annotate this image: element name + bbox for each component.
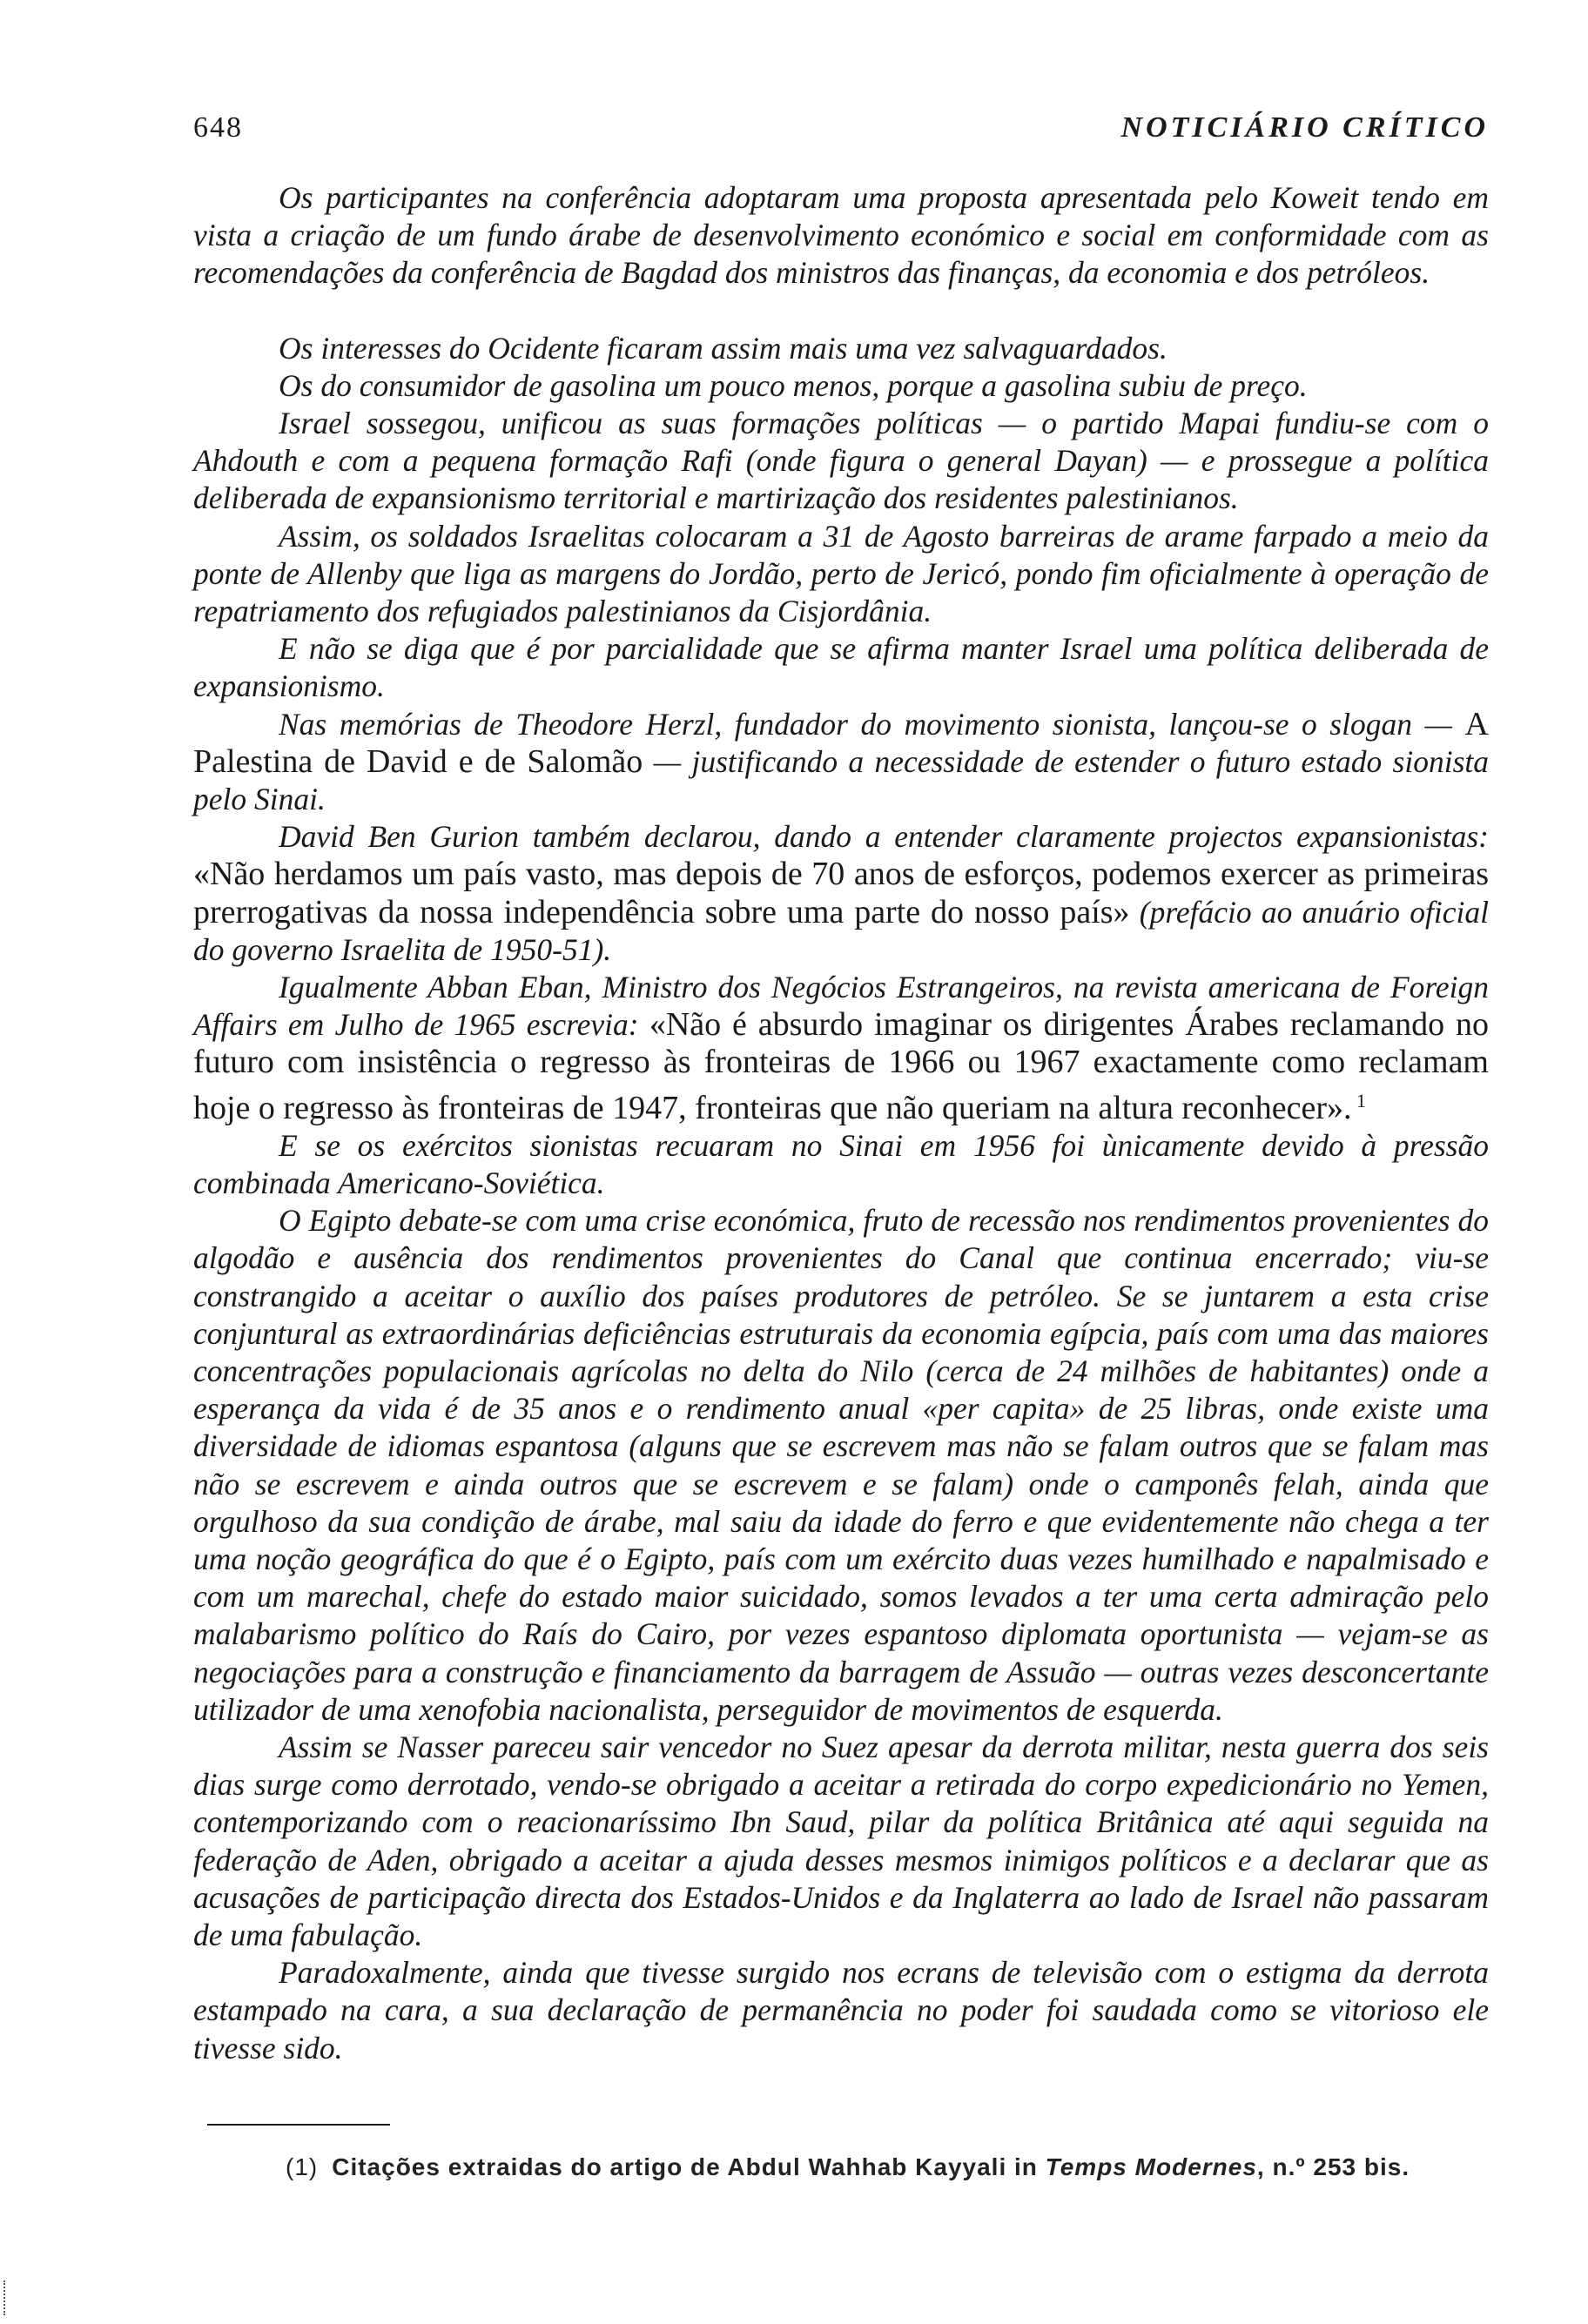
paragraph [193, 1127, 1489, 1202]
italic-text: Os do consumidor de gasolina um pouco menos, porque a gasolina subiu de preço. [279, 367, 1308, 403]
footnote-reference: 1 [1351, 1089, 1367, 1112]
italic-text: (prefácio ao anuário oficial do governo Israelita de 1950-51). [193, 894, 1490, 967]
scan-mark [3, 2280, 10, 2315]
italic-text: Paradoxalmente, ainda que tivesse surgido nos ecrans de televisão com o estigma da derrota estampado na cara, a sua declaração de permanência no poder foi saudada como se vitorioso ele tivesse sido. [193, 1955, 1489, 2065]
italic-text: Nas memórias de Theodore Herzl, fundador do movimento sionista, lançou-se o slogan — [279, 706, 1465, 742]
page-number: 648 [193, 111, 243, 144]
italic-text: O Egipto debate-se com uma crise económica, fruto de recessão nos rendimentos provenientes do algodão e ausência dos rendimentos provenientes do Canal que continua encerrado; viu-se constrangido a aceitar o auxílio dos países produtores de petróleo. Se se juntarem a esta crise conjuntural as extraordinárias deficiências estruturais da economia egípcia, país com uma das maiores concentrações populacionais agrícolas no delta do Nilo (cerca de 24 milhões de habitantes) onde a esperança da vida é de 35 anos e o rendimento anual «per capita» de 25 libras, onde existe uma diversidade de idiomas espantosa (alguns que se escrevem mas não se falam outros que se falam mas não se escrevem e ainda outros que se escrevem e se falam) onde o camponês felah, ainda que orgulhoso da sua condição de árabe, mal saiu da idade do ferro e que evidentemente não chega a ter uma noção geográfica do que é o Egipto, país com um exército duas vezes humilhado e napalmisado e com um marechal, chefe do estado maior suicidado, somos levados a ter uma certa admiração pelo malabarismo político do Raís do Cairo, por vezes espantoso diplomata oportunista — vejam-se as negociações para a construção e financiamento da barragem de Assuão — outras vezes desconcertante utilizador de uma xenofobia nacionalista, perseguidor de movimentos de esquerda. [193, 1203, 1489, 1727]
paragraph [193, 405, 1489, 518]
paragraph [193, 367, 1489, 405]
paragraph [193, 179, 1489, 292]
italic-text: Os participantes na conferência adoptaram uma proposta apresentada pelo Koweit tendo em vista a criação de um fundo árabe de desenvolvimento económico e social em conformidade com as recomendações da conferência de Bagdad dos ministros das finanças, da economia e dos petróleos. [193, 180, 1489, 291]
italic-text: Israel sossegou, unificou as suas formações políticas — o partido Mapai fundiu-se com o Ahdouth e com a pequena formação Rafi (onde figura o general Dayan) — e prossegue a política deliberada de expansionismo territorial e martirização dos residentes palestinianos. [193, 406, 1489, 516]
paragraph [193, 706, 1489, 819]
footnote-book-title: Temps Modernes [1045, 2153, 1257, 2180]
paragraph [193, 818, 1489, 969]
paragraph [193, 518, 1489, 631]
italic-text: Assim se Nasser pareceu sair vencedor no Suez apesar da derrota militar, nesta guerra dos seis dias surge como derrotado, vendo-se obrigado a aceitar a retirada do corpo expedicionário no Yemen, contemporizando com o reacionaríssimo Ibn Saud, pilar da política Britânica até aqui seguida na federação de Aden, obrigado a aceitar a ajuda desses mesmos inimigos políticos e a declarar que as acusações de participação directa dos Estados-Unidos e da Inglaterra ao lado de Israel não passaram de uma fabulação. [193, 1729, 1489, 1952]
italic-text: — justificando a necessidade de estender o futuro estado sionista pelo Sinai. [193, 743, 1490, 817]
italic-text: Assim, os soldados Israelitas colocaram a 31 de Agosto barreiras de arame farpado a meio da ponte de Allenby que liga as margens do Jordão, perto de Jericó, pondo fim oficialmente à operação de repatriamento dos refugiados palestinianos da Cisjordânia. [193, 518, 1489, 629]
article-body [193, 179, 1489, 2067]
footnote [286, 2153, 1489, 2181]
footnote-rule [207, 2124, 390, 2126]
footnote-text-end: , n.º 253 bis. [1256, 2153, 1410, 2180]
running-title: NOTICIÁRIO CRÍTICO [1120, 111, 1489, 144]
paragraph [193, 330, 1489, 367]
roman-text: A Palestina de David e de Salomão [193, 705, 1489, 780]
footnote-marker: (1) [286, 2153, 319, 2180]
paragraph [193, 969, 1489, 1127]
paragraph [193, 630, 1489, 705]
italic-text: Os interesses do Ocidente ficaram assim mais uma vez salvaguardados. [279, 330, 1167, 366]
italic-text: E não se diga que é por parcialidade que se afirma manter Israel uma política deliberada de expansionismo. [193, 631, 1489, 704]
footnote-text: Citações extraidas do artigo de Abdul Wahhab Kayyali in [332, 2153, 1046, 2180]
roman-text: «Não é absurdo imaginar os dirigentes Árabes reclamando no futuro com insistência o regresso às fronteiras de 1966 ou 1967 exactamente como reclamam hoje o regresso às fronteiras de 1947, fronteiras que não queriam na altura reconhecer». [193, 1006, 1489, 1126]
roman-text: «Não herdamos um país vasto, mas depois de 70 anos de esforços, podemos exercer as primeiras prerrogativas da nossa independência sobre uma parte do nosso país» [193, 856, 1489, 930]
paragraph [193, 1729, 1489, 1954]
italic-text: E se os exércitos sionistas recuaram no Sinai em 1956 foi ùnicamente devido à pressão combinada Americano-Soviética. [193, 1127, 1489, 1200]
running-header [193, 111, 1489, 144]
paragraph [193, 1202, 1489, 1729]
italic-text: Igualmente Abban Eban, Ministro dos Negócios Estrangeiros, na revista americana de Foreign Affairs em Julho de 1965 escrevia: [193, 970, 1489, 1043]
paragraph [193, 1954, 1489, 2067]
italic-text: David Ben Gurion também declarou, dando a entender claramente projectos expansionistas: [279, 819, 1489, 855]
